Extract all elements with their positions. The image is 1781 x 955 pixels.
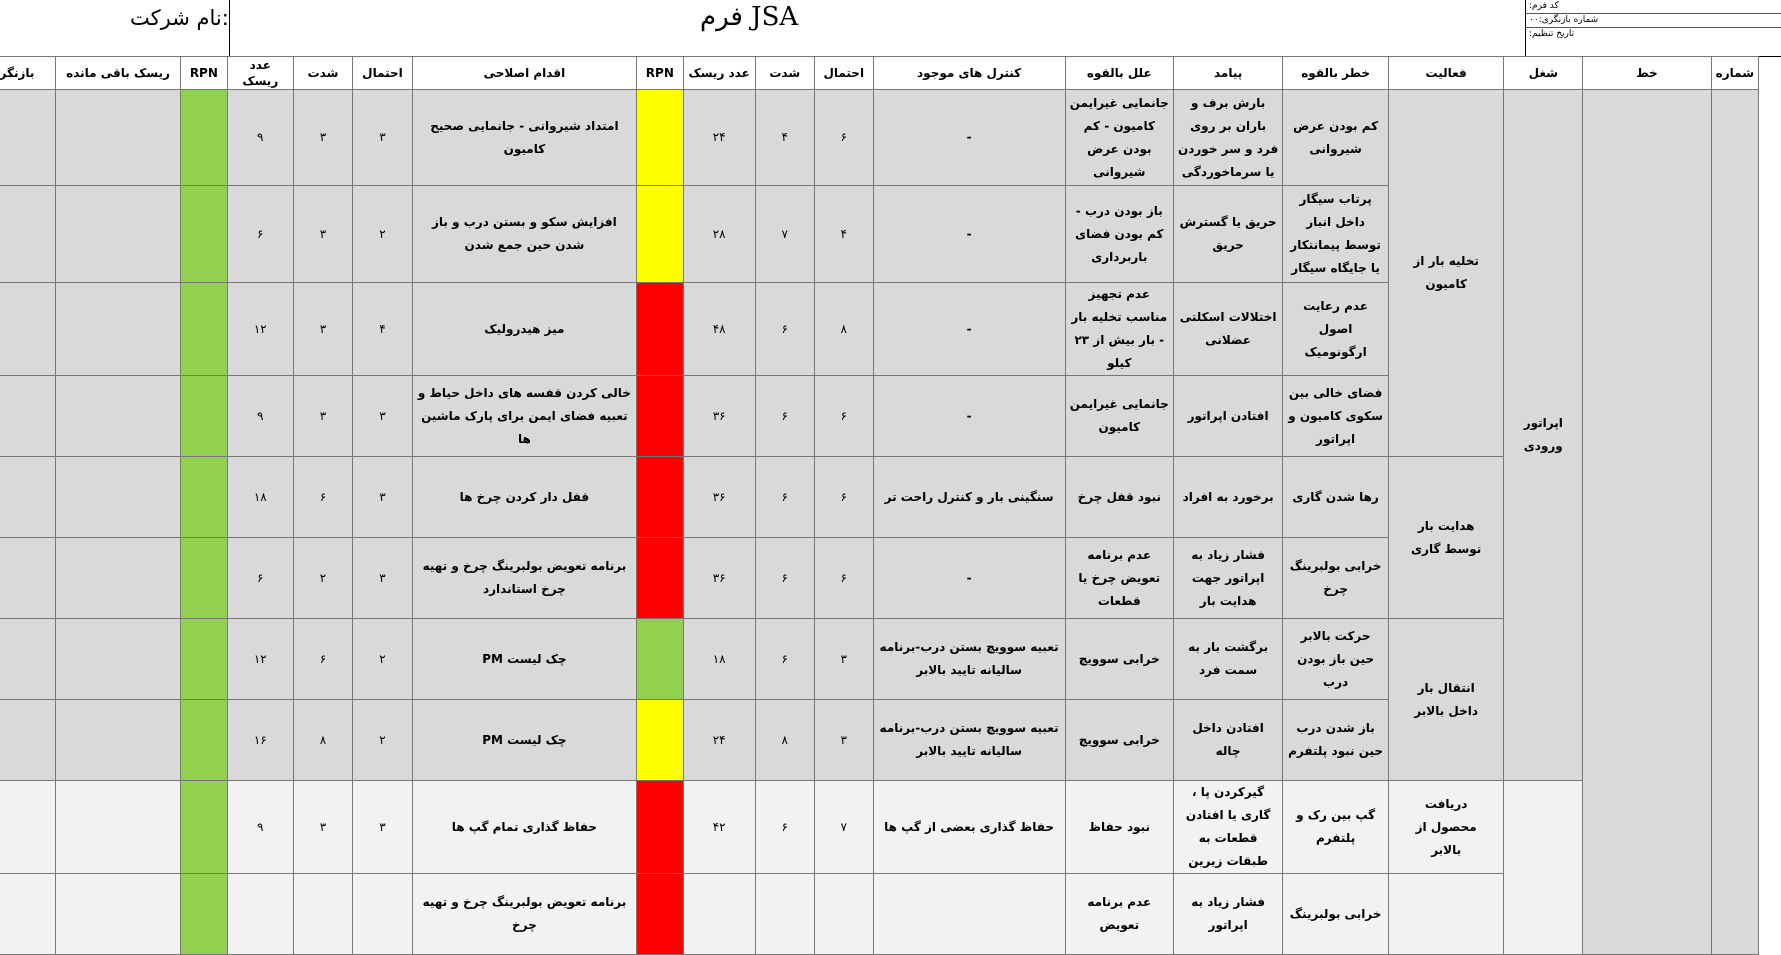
consequence-cell: حریق یا گسترش حریق (1174, 186, 1283, 283)
col-consequence-header: پیامد (1174, 57, 1283, 90)
risk-number-cell: ۲۴ (683, 90, 755, 186)
col-rpn2-header: RPN (181, 57, 228, 90)
severity-cell: ۶ (755, 376, 814, 457)
review-cell (0, 700, 55, 781)
residual-risk-cell (55, 186, 180, 283)
severity2-cell: ۳ (293, 283, 352, 376)
form-info-block (1525, 0, 1781, 56)
hazard-cell: عدم رعایت اصول ارگونومیک (1283, 283, 1389, 376)
rpn2-cell (181, 376, 228, 457)
activity-cell (1388, 874, 1503, 955)
probability2-cell (353, 874, 413, 955)
cause-cell: عدم برنامه تعویض چرخ یا قطعات (1065, 538, 1173, 619)
review-cell (0, 457, 55, 538)
col-risk-number-header: عدد ریسک (683, 57, 755, 90)
col-cause-header: علل بالقوه (1065, 57, 1173, 90)
risk-number2-cell: ۱۶ (227, 700, 293, 781)
probability-cell: ۸ (814, 283, 873, 376)
consequence-cell: گیرکردن پا ، گاری یا افتادن قطعات به طبقات زیرین (1174, 781, 1283, 874)
review-cell (0, 619, 55, 700)
review-cell (0, 874, 55, 955)
probability2-cell: ۳ (353, 457, 413, 538)
severity2-cell: ۳ (293, 186, 352, 283)
col-controls-header: کنترل های موجود (873, 57, 1065, 90)
risk-number2-cell: ۱۲ (227, 619, 293, 700)
residual-risk-cell (55, 538, 180, 619)
controls-cell: - (873, 283, 1065, 376)
severity2-cell: ۸ (293, 700, 352, 781)
col-rpn-header: RPN (637, 57, 684, 90)
hazard-cell: خرابی بولبرینگ چرخ (1283, 538, 1389, 619)
risk-number-cell: ۴۸ (683, 283, 755, 376)
form-title: فرم JSA (700, 2, 799, 32)
rpn-cell (637, 700, 684, 781)
probability2-cell: ۳ (353, 538, 413, 619)
cause-cell: خرابی سوویچ (1065, 619, 1173, 700)
probability-cell: ۳ (814, 700, 873, 781)
number-cell (1711, 90, 1758, 955)
residual-risk-cell (55, 376, 180, 457)
jsa-table (0, 56, 1759, 955)
corrective-action-cell: چک لیست PM (412, 619, 636, 700)
consequence-cell: فشار زیاد به اپراتور جهت هدایت بار (1174, 538, 1283, 619)
activity-cell: هدایت بار توسط گاری (1388, 457, 1503, 619)
corrective-action-cell: خالی کردن قفسه های داخل حیاط و تعبیه فضای ایمن برای پارک ماشین ها (412, 376, 636, 457)
table-row (0, 457, 1759, 538)
severity-cell: ۶ (755, 457, 814, 538)
cause-cell: جانمایی غیرایمن کامیون - کم بودن عرض شیروانی (1065, 90, 1173, 186)
risk-number-cell: ۲۴ (683, 700, 755, 781)
risk-number-cell (683, 874, 755, 955)
table-row (0, 90, 1759, 186)
job-cell: اپراتور ورودی (1504, 90, 1583, 781)
probability2-cell: ۲ (353, 619, 413, 700)
col-risk-number2-header: عدد ریسک (227, 57, 293, 90)
severity2-cell: ۲ (293, 538, 352, 619)
cause-cell: نبود حفاظ (1065, 781, 1173, 874)
col-job-header: شغل (1504, 57, 1583, 90)
risk-number2-cell: ۱۲ (227, 283, 293, 376)
rpn-cell (637, 781, 684, 874)
residual-risk-cell (55, 781, 180, 874)
job-cell-2 (1504, 781, 1583, 955)
probability2-cell: ۲ (353, 700, 413, 781)
review-cell (0, 283, 55, 376)
col-residual-header: ریسک باقی مانده (55, 57, 180, 90)
controls-cell: حفاظ گذاری بعضی از گپ ها (873, 781, 1065, 874)
risk-number-cell: ۳۶ (683, 457, 755, 538)
probability-cell: ۳ (814, 619, 873, 700)
risk-number2-cell: ۹ (227, 781, 293, 874)
probability-cell: ۶ (814, 538, 873, 619)
risk-number2-cell: ۹ (227, 376, 293, 457)
residual-risk-cell (55, 90, 180, 186)
corrective-action-cell: چک لیست PM (412, 700, 636, 781)
col-number-header: شماره (1711, 57, 1758, 90)
consequence-cell: افتادن داخل چاله (1174, 700, 1283, 781)
rpn2-cell (181, 283, 228, 376)
severity2-cell: ۳ (293, 376, 352, 457)
probability-cell (814, 874, 873, 955)
col-severity2-header: شدت (293, 57, 352, 90)
activity-cell: دریافت محصول از بالابر (1388, 781, 1503, 874)
hazard-cell: باز شدن درب حین نبود پلتفرم (1283, 700, 1389, 781)
consequence-cell: فشار زیاد به اپراتور (1174, 874, 1283, 955)
hazard-cell: خرابی بولبرینگ (1283, 874, 1389, 955)
col-hazard-header: خطر بالقوه (1283, 57, 1389, 90)
severity2-cell: ۳ (293, 781, 352, 874)
severity-cell: ۶ (755, 538, 814, 619)
hazard-cell: گپ بین رک و پلتفرم (1283, 781, 1389, 874)
rpn2-cell (181, 186, 228, 283)
cause-cell: جانمایی غیرایمن کامیون (1065, 376, 1173, 457)
hazard-cell: حرکت بالابر حین باز بودن درب (1283, 619, 1389, 700)
activity-cell: انتقال بار داخل بالابر (1388, 619, 1503, 781)
residual-risk-cell (55, 457, 180, 538)
risk-number-cell: ۳۶ (683, 376, 755, 457)
issue-date-field: تاریخ تنظیم: (1529, 29, 1575, 39)
risk-number2-cell: ۹ (227, 90, 293, 186)
table-row (0, 619, 1759, 700)
col-activity-header: فعالیت (1388, 57, 1503, 90)
review-cell (0, 376, 55, 457)
revision-number-field: شماره بازنگری:۰۰ (1525, 14, 1781, 28)
severity-cell: ۷ (755, 186, 814, 283)
col-probability2-header: احتمال (353, 57, 413, 90)
risk-number-cell: ۱۸ (683, 619, 755, 700)
col-severity-header: شدت (755, 57, 814, 90)
company-name-label: نام شرکت: (130, 6, 229, 30)
header-divider-left (229, 0, 230, 56)
consequence-cell: بارش برف و باران بر روی فرد و سر خوردن یا سرماخوردگی (1174, 90, 1283, 186)
corrective-action-cell: برنامه تعویض بولبرینگ چرخ و تهیه چرخ استاندارد (412, 538, 636, 619)
severity-cell: ۶ (755, 283, 814, 376)
severity-cell: ۶ (755, 781, 814, 874)
activity-cell: تخلیه بار از کامیون (1388, 90, 1503, 457)
consequence-cell: برخورد به افراد (1174, 457, 1283, 538)
severity-cell: ۸ (755, 700, 814, 781)
residual-risk-cell (55, 700, 180, 781)
risk-number-cell: ۲۸ (683, 186, 755, 283)
probability-cell: ۶ (814, 376, 873, 457)
cause-cell: نبود قفل چرخ (1065, 457, 1173, 538)
probability2-cell: ۴ (353, 283, 413, 376)
hazard-cell: پرتاب سیگار داخل انبار توسط پیمانتکار یا جایگاه سیگار (1283, 186, 1389, 283)
probability-cell: ۶ (814, 457, 873, 538)
rpn-cell (637, 874, 684, 955)
controls-cell: - (873, 538, 1065, 619)
controls-cell: سنگینی بار و کنترل راحت تر (873, 457, 1065, 538)
severity2-cell (293, 874, 352, 955)
col-line-header: خط (1583, 57, 1711, 90)
risk-number2-cell (227, 874, 293, 955)
corrective-action-cell: قفل دار کردن چرخ ها (412, 457, 636, 538)
probability-cell: ۶ (814, 90, 873, 186)
severity-cell (755, 874, 814, 955)
corrective-action-cell: افزایش سکو و بستن درب و باز شدن حین جمع شدن (412, 186, 636, 283)
cause-cell: باز بودن درب - کم بودن فضای باربرداری (1065, 186, 1173, 283)
rpn-cell (637, 619, 684, 700)
risk-number-cell: ۴۲ (683, 781, 755, 874)
controls-cell (873, 874, 1065, 955)
consequence-cell: برگشت بار به سمت فرد (1174, 619, 1283, 700)
hazard-cell: فضای خالی بین سکوی کامیون و اپراتور (1283, 376, 1389, 457)
rpn2-cell (181, 781, 228, 874)
rpn2-cell (181, 874, 228, 955)
probability2-cell: ۳ (353, 90, 413, 186)
rpn2-cell (181, 619, 228, 700)
line-cell (1583, 90, 1711, 955)
rpn-cell (637, 538, 684, 619)
review-cell (0, 538, 55, 619)
review-cell (0, 186, 55, 283)
residual-risk-cell (55, 283, 180, 376)
severity2-cell: ۳ (293, 90, 352, 186)
corrective-action-cell: حفاظ گذاری تمام گپ ها (412, 781, 636, 874)
rpn2-cell (181, 90, 228, 186)
controls-cell: تعبیه سوویچ بستن درب-برنامه سالیانه تایید بالابر (873, 619, 1065, 700)
rpn-cell (637, 457, 684, 538)
review-cell (0, 90, 55, 186)
cause-cell: عدم برنامه تعویض (1065, 874, 1173, 955)
consequence-cell: افتادن اپراتور (1174, 376, 1283, 457)
rpn-cell (637, 90, 684, 186)
controls-cell: - (873, 90, 1065, 186)
severity-cell: ۶ (755, 619, 814, 700)
hazard-cell: رها شدن گاری (1283, 457, 1389, 538)
residual-risk-cell (55, 619, 180, 700)
rpn-cell (637, 186, 684, 283)
probability2-cell: ۳ (353, 781, 413, 874)
probability-cell: ۴ (814, 186, 873, 283)
col-corrective-header: اقدام اصلاحی (412, 57, 636, 90)
probability-cell: ۷ (814, 781, 873, 874)
risk-number2-cell: ۱۸ (227, 457, 293, 538)
residual-risk-cell (55, 874, 180, 955)
controls-cell: تعبیه سوویچ بستن درب-برنامه سالیانه تایید بالابر (873, 700, 1065, 781)
rpn2-cell (181, 538, 228, 619)
corrective-action-cell: میز هیدرولیک (412, 283, 636, 376)
consequence-cell: اختلالات اسکلتی عضلانی (1174, 283, 1283, 376)
risk-number-cell: ۳۶ (683, 538, 755, 619)
form-code-field: کد فرم: (1525, 0, 1781, 14)
rpn-cell (637, 283, 684, 376)
rpn-cell (637, 376, 684, 457)
form-header (0, 0, 1781, 57)
hazard-cell: کم بودن عرض شیروانی (1283, 90, 1389, 186)
risk-number2-cell: ۶ (227, 538, 293, 619)
corrective-action-cell: امتداد شیروانی - جانمایی صحیح کامیون (412, 90, 636, 186)
corrective-action-cell: برنامه تعویض بولبرینگ چرخ و تهیه چرخ (412, 874, 636, 955)
probability2-cell: ۳ (353, 376, 413, 457)
rpn2-cell (181, 457, 228, 538)
col-review-header: بازنگر (0, 57, 55, 90)
probability2-cell: ۲ (353, 186, 413, 283)
severity-cell: ۴ (755, 90, 814, 186)
review-cell (0, 781, 55, 874)
table-row (0, 874, 1759, 955)
risk-number2-cell: ۶ (227, 186, 293, 283)
cause-cell: عدم تجهیز مناسب تخلیه بار - بار بیش از ۲۳ کیلو (1065, 283, 1173, 376)
table-row (0, 781, 1759, 874)
controls-cell: - (873, 186, 1065, 283)
severity2-cell: ۶ (293, 619, 352, 700)
table-header-row (0, 57, 1759, 90)
severity2-cell: ۶ (293, 457, 352, 538)
cause-cell: خرابی سوویچ (1065, 700, 1173, 781)
rpn2-cell (181, 700, 228, 781)
controls-cell: - (873, 376, 1065, 457)
col-probability-header: احتمال (814, 57, 873, 90)
